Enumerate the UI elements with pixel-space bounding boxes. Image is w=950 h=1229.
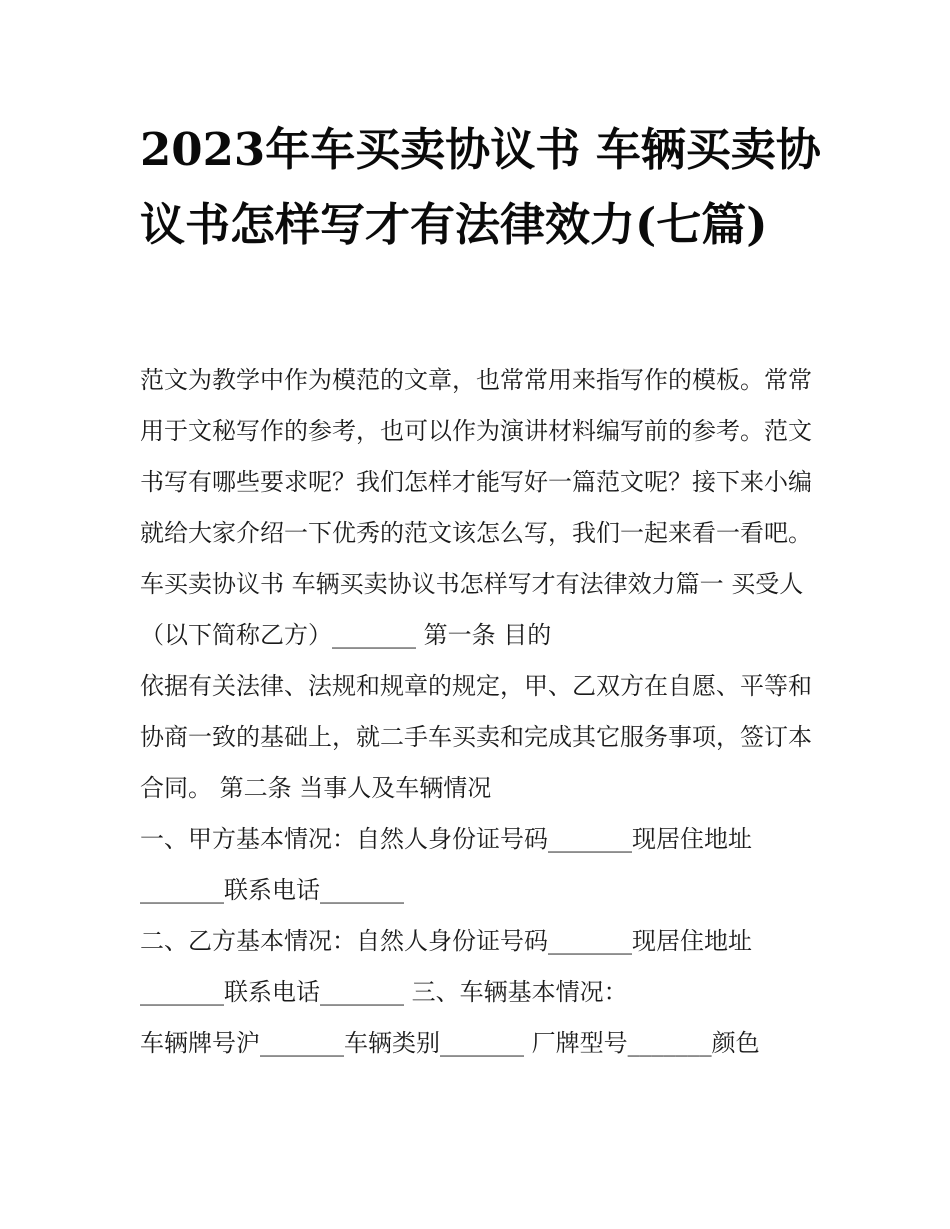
agreement-heading-paragraph: 车买卖协议书 车辆买卖协议书怎样写才有法律效力篇一 买受人（以下简称乙方）_______ 第一条 目的 xyxy=(140,570,804,649)
intro-paragraph: 范文为教学中作为模范的文章，也常常用来指写作的模板。常常用于文秘写作的参考，也可以作为演讲材料编写前的参考。范文书写有哪些要求呢？我们怎样才能写好一篇范文呢？接下来小编就给大家介绍一下优秀的范文该怎么写，我们一起来看一看吧。 xyxy=(140,366,812,547)
party-b-info-paragraph: 二、乙方基本情况：自然人身份证号码_______现居住地址_______联系电话_______ 三、车辆基本情况： xyxy=(140,927,752,1006)
party-a-info-paragraph: 一、甲方基本情况：自然人身份证号码_______现居住地址_______联系电话_______ xyxy=(140,825,752,904)
purpose-paragraph: 依据有关法律、法规和规章的规定，甲、乙双方在自愿、平等和协商一致的基础上，就二手车买卖和完成其它服务事项，签订本合同。 第二条 当事人及车辆情况 xyxy=(140,672,812,802)
vehicle-info-paragraph: 车辆牌号沪_______车辆类别_______ 厂牌型号_______颜色 xyxy=(140,1029,760,1057)
document-title: 2023年车买卖协议书 车辆买卖协议书怎样写才有法律效力(七篇) xyxy=(140,123,821,251)
document-body xyxy=(140,355,830,1069)
